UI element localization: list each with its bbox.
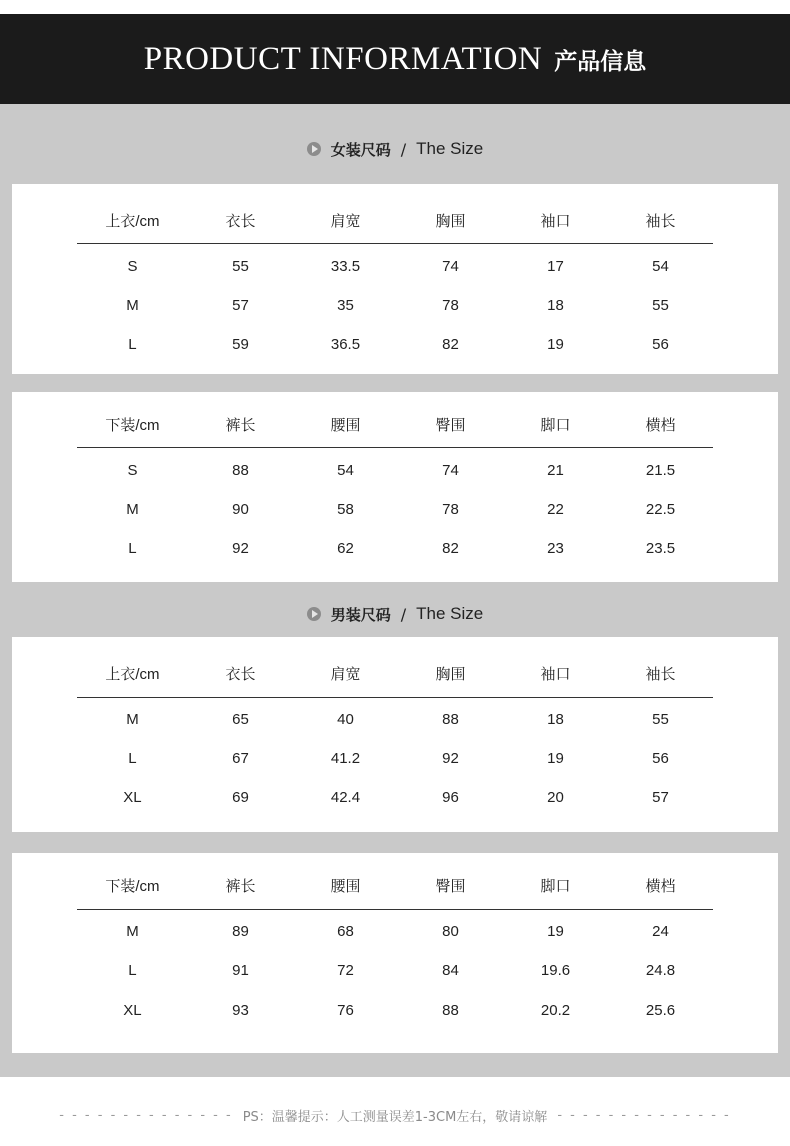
table-cell: 24 (652, 922, 669, 940)
table-header-cell: 臀围 (435, 416, 466, 434)
table-cell: 91 (232, 961, 249, 979)
table-cell: 24.8 (645, 961, 676, 979)
table-cell: 22 (547, 500, 564, 518)
table-header-cell: 衣长 (225, 665, 256, 683)
table-cell: 22.5 (645, 500, 676, 518)
table-cell: 36.5 (330, 335, 361, 353)
table-cell: 57 (652, 788, 669, 806)
size-table-women-bottoms (12, 392, 778, 582)
table-cell: 18 (547, 296, 564, 314)
table-cell: 19 (547, 749, 564, 767)
table-cell: 82 (442, 539, 459, 557)
table-cell: 78 (442, 500, 459, 518)
table-header-cell: 胸围 (435, 665, 466, 683)
table-cell: 41.2 (330, 749, 361, 767)
table-cell: 56 (652, 335, 669, 353)
play-icon (307, 142, 321, 156)
table-header-cell: 腰围 (330, 877, 361, 895)
header-title-cn: 产品信息 (554, 48, 647, 75)
table-cell: 69 (232, 788, 249, 806)
table-cell: M (126, 500, 139, 518)
table-cell: M (126, 710, 139, 728)
header-title-en: PRODUCT INFORMATION (143, 40, 543, 77)
table-cell: 62 (337, 539, 354, 557)
table-cell: 42.4 (330, 788, 361, 806)
table-cell: M (126, 922, 139, 940)
table-cell: 78 (442, 296, 459, 314)
table-row (77, 332, 713, 356)
table-cell: 55 (232, 257, 249, 275)
table-cell: L (128, 335, 137, 353)
table-cell: M (126, 296, 139, 314)
table-cell: 19.6 (540, 961, 571, 979)
table-cell: 18 (547, 710, 564, 728)
table-row (77, 536, 713, 560)
table-cell: L (128, 961, 137, 979)
table-row (77, 919, 713, 943)
table-header-row (77, 412, 713, 436)
table-cell: 59 (232, 335, 249, 353)
table-cell: 84 (442, 961, 459, 979)
table-divider (77, 697, 713, 698)
table-header-cell: 上衣/cm (105, 212, 160, 230)
table-cell: 55 (652, 296, 669, 314)
table-header-cell: 裤长 (225, 416, 256, 434)
table-cell: 88 (232, 461, 249, 479)
table-header-cell: 裤长 (225, 877, 256, 895)
table-header-row (77, 661, 713, 685)
table-cell: 93 (232, 1001, 249, 1019)
table-cell: 57 (232, 296, 249, 314)
table-cell: 74 (442, 461, 459, 479)
table-cell: 23 (547, 539, 564, 557)
table-cell: 65 (232, 710, 249, 728)
section-separator: / (400, 604, 407, 624)
table-cell: 89 (232, 922, 249, 940)
table-cell: XL (123, 1001, 142, 1019)
table-row (77, 998, 713, 1022)
table-cell: 35 (337, 296, 354, 314)
table-row (77, 293, 713, 317)
section-label-en: The Size (416, 604, 484, 623)
table-row (77, 746, 713, 770)
table-header-cell: 横档 (645, 416, 676, 434)
table-header-cell: 袖口 (540, 212, 571, 230)
table-cell: 21.5 (645, 461, 676, 479)
table-cell: 17 (547, 257, 564, 275)
table-header-cell: 肩宽 (330, 665, 361, 683)
table-header-cell: 胸围 (435, 212, 466, 230)
page-header (0, 14, 790, 104)
table-cell: 25.6 (645, 1001, 676, 1019)
footer-note (0, 1100, 790, 1130)
footer-text: PS：温馨提示：人工测量误差1-3CM左右，敬请谅解 (242, 1109, 548, 1125)
section-label-en: The Size (416, 139, 484, 158)
table-header-cell: 腰围 (330, 416, 361, 434)
table-row (77, 958, 713, 982)
table-header-row (77, 873, 713, 897)
table-cell: 33.5 (330, 257, 361, 275)
table-header-cell: 袖长 (645, 665, 676, 683)
table-cell: 72 (337, 961, 354, 979)
table-row (77, 497, 713, 521)
table-cell: 92 (442, 749, 459, 767)
table-cell: 67 (232, 749, 249, 767)
section-title-men (0, 599, 790, 629)
table-header-cell: 脚口 (540, 877, 571, 895)
size-table-men-bottoms (12, 853, 778, 1053)
table-cell: 54 (652, 257, 669, 275)
table-cell: 76 (337, 1001, 354, 1019)
table-cell: 92 (232, 539, 249, 557)
section-label-cn: 女装尺码 (330, 140, 391, 159)
table-cell: 56 (652, 749, 669, 767)
table-cell: 19 (547, 922, 564, 940)
table-header-cell: 衣长 (225, 212, 256, 230)
table-header-cell: 袖长 (645, 212, 676, 230)
table-cell: 23.5 (645, 539, 676, 557)
table-cell: L (128, 749, 137, 767)
table-cell: 68 (337, 922, 354, 940)
table-cell: 40 (337, 710, 354, 728)
table-cell: S (127, 257, 138, 275)
table-cell: 54 (337, 461, 354, 479)
table-cell: 90 (232, 500, 249, 518)
size-table-women-tops (12, 184, 778, 374)
table-header-row (77, 208, 713, 232)
section-title-women (0, 134, 790, 164)
table-header-cell: 下装/cm (105, 877, 160, 895)
table-cell: 88 (442, 1001, 459, 1019)
table-divider (77, 243, 713, 244)
table-row (77, 707, 713, 731)
table-row (77, 254, 713, 278)
table-cell: 20.2 (540, 1001, 571, 1019)
table-cell: 88 (442, 710, 459, 728)
table-cell: 21 (547, 461, 564, 479)
footer-dashes-right: - - - - - - - - - - - - - - (557, 1107, 731, 1123)
footer-dashes-left: - - - - - - - - - - - - - - (59, 1107, 233, 1123)
table-header-cell: 下装/cm (105, 416, 160, 434)
table-cell: XL (123, 788, 142, 806)
table-cell: 55 (652, 710, 669, 728)
table-cell: 80 (442, 922, 459, 940)
section-label-cn: 男装尺码 (330, 605, 391, 624)
play-icon (307, 607, 321, 621)
table-cell: 82 (442, 335, 459, 353)
table-row (77, 458, 713, 482)
table-header-cell: 袖口 (540, 665, 571, 683)
table-cell: 96 (442, 788, 459, 806)
table-cell: L (128, 539, 137, 557)
table-header-cell: 脚口 (540, 416, 571, 434)
table-header-cell: 上衣/cm (105, 665, 160, 683)
table-cell: 19 (547, 335, 564, 353)
table-cell: 20 (547, 788, 564, 806)
table-divider (77, 909, 713, 910)
table-header-cell: 臀围 (435, 877, 466, 895)
table-header-cell: 肩宽 (330, 212, 361, 230)
section-separator: / (400, 139, 407, 159)
table-divider (77, 447, 713, 448)
table-cell: 74 (442, 257, 459, 275)
size-table-men-tops (12, 637, 778, 832)
table-header-cell: 横档 (645, 877, 676, 895)
table-row (77, 785, 713, 809)
table-cell: 58 (337, 500, 354, 518)
table-cell: S (127, 461, 138, 479)
